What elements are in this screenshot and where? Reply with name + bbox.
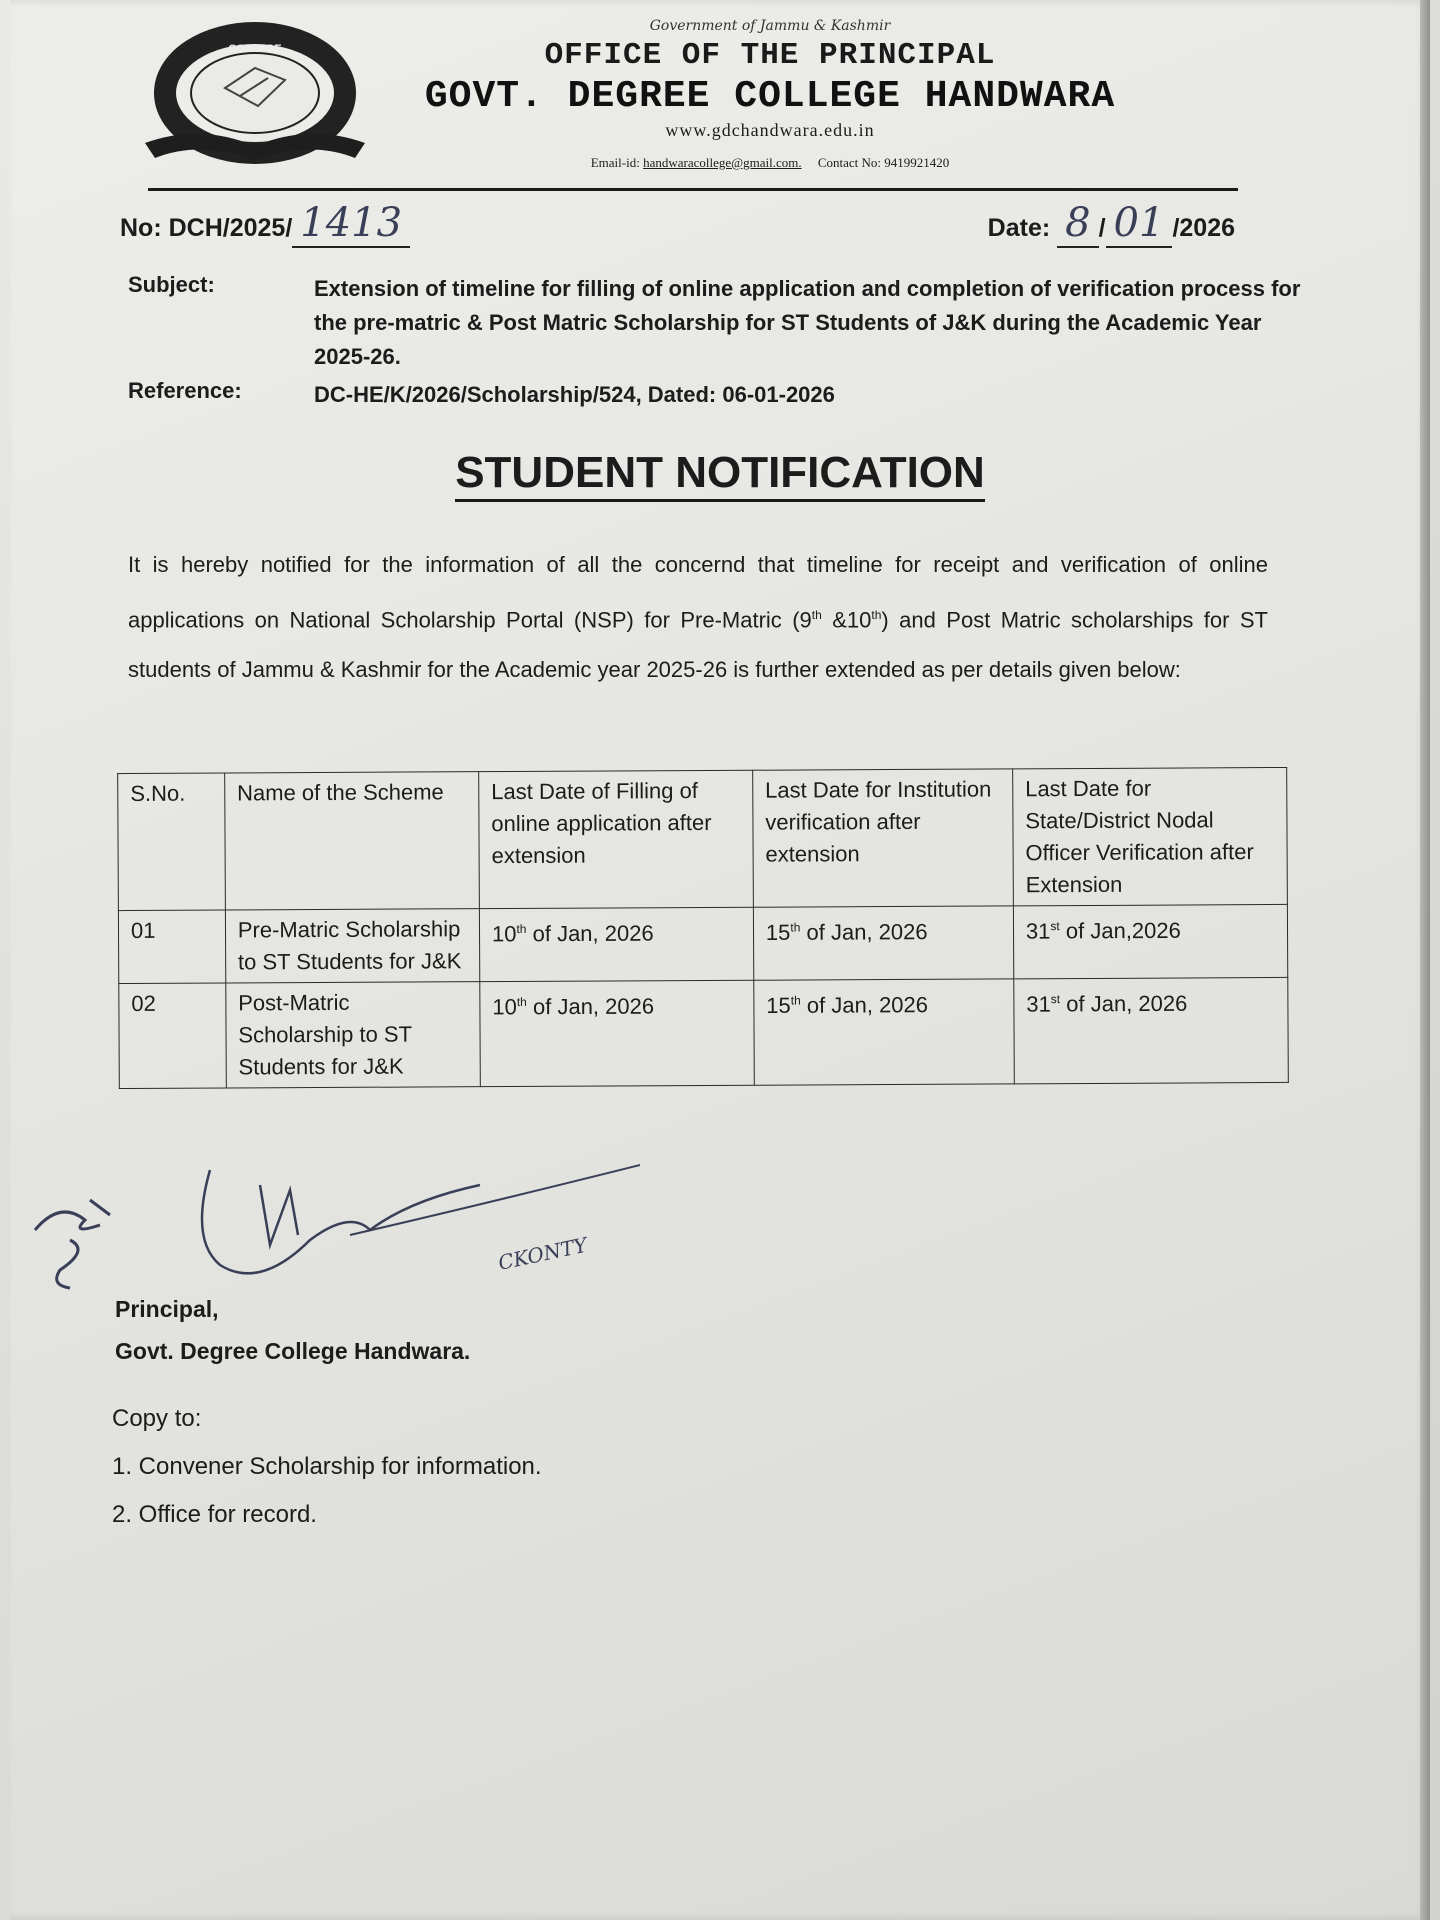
date-rest: of Jan,2026 — [1059, 917, 1181, 944]
column-header: Last Date for Institution verification after extension — [753, 769, 1014, 907]
date-month: 01 — [1106, 200, 1173, 248]
body-sup-2: th — [871, 608, 882, 622]
signoff-college: Govt. Degree College Handwara. — [115, 1338, 471, 1364]
copy-to-label: Copy to: — [112, 1405, 202, 1432]
handwritten-signatures — [30, 1140, 670, 1290]
contact-number: 9419921420 — [884, 155, 950, 170]
date-rest: of Jan, 2026 — [1060, 990, 1188, 1017]
contact-label: Contact No: — [817, 155, 882, 170]
schedule-table — [117, 767, 1289, 1089]
notification-title-text: STUDENT NOTIFICATION — [455, 448, 985, 502]
copy-to-block — [112, 1395, 542, 1539]
nodal-date-cell — [1014, 977, 1289, 1083]
body-part-3: ) and Post Matric scholarships for ST students of Jammu & Kashmir for the Academic year 2025-26 is further extended as per details given below: — [128, 607, 1268, 683]
subject-label: Subject: — [128, 272, 215, 297]
date-day: 15 — [765, 919, 791, 945]
reference-label: Reference: — [128, 378, 242, 403]
website-text: www.gdchandwara.edu.in — [665, 120, 875, 140]
list-item: 2. Office for record. — [112, 1501, 317, 1528]
body-sup-1: th — [811, 608, 822, 622]
email-link[interactable]: handwaracollege@gmail.com. — [643, 155, 802, 170]
table-row — [118, 904, 1287, 983]
table-row — [119, 977, 1289, 1088]
institution-date-cell — [753, 906, 1013, 980]
government-line: Government of Jammu & Kashmir — [649, 18, 891, 34]
column-header: Last Date for State/District Nodal Officer Verification after Extension — [1013, 767, 1288, 905]
application-date-cell — [479, 907, 753, 981]
date-day: 15 — [766, 992, 791, 1018]
body-part-1: It is hereby notified for the information of all the concernd that timeline for receipt and verification of online applications on National Scholarship Portal (NSP) for Pre-Matric (9 — [128, 552, 1268, 633]
header-divider — [148, 188, 1238, 191]
date-rest: of Jan, 2026 — [526, 993, 655, 1020]
email-label: Email-id: — [590, 155, 640, 170]
issue-date — [988, 200, 1235, 248]
contact-line — [380, 155, 1160, 171]
reference-number — [120, 200, 410, 248]
sno-cell: 01 — [118, 910, 225, 984]
office-title: OFFICE OF THE PRINCIPAL — [544, 38, 996, 73]
date-suffix: th — [516, 921, 527, 936]
column-header: Name of the Scheme — [224, 772, 479, 910]
reference-text: DC-HE/K/2026/Scholarship/524, Dated: 06-01-2026 — [314, 382, 835, 407]
date-separator: / — [1098, 214, 1106, 242]
institution-date-cell — [754, 979, 1015, 1085]
list-item: 1. Convener Scholarship for information. — [112, 1453, 542, 1480]
signoff-title: Principal, — [115, 1296, 219, 1322]
signoff-block — [115, 1288, 470, 1372]
date-day: 10 — [492, 994, 517, 1020]
date-day: 31 — [1026, 991, 1051, 1017]
subject-text: Extension of timeline for filling of online application and completion of verification process for the pre-matric & Post Matric Scholarship for ST Students of J&K during the Academic Year 2025-26. — [314, 276, 1301, 369]
column-header: S.No. — [118, 773, 226, 911]
ref-number-label: No: DCH/2025/ — [120, 214, 293, 242]
svg-text:COLLEGE: COLLEGE — [228, 43, 282, 55]
college-name: GOVT. DEGREE COLLEGE HANDWARA — [424, 75, 1116, 118]
college-logo — [140, 18, 370, 168]
notification-title — [0, 448, 1440, 498]
date-day: 10 — [491, 921, 517, 947]
date-day: 8 — [1057, 200, 1098, 248]
date-suffix: th — [790, 993, 801, 1008]
date-suffix: st — [1050, 919, 1060, 934]
date-year: /2026 — [1172, 214, 1235, 242]
signature-annotation: CKONTY — [496, 1232, 590, 1275]
scheme-cell: Pre-Matric Scholarship to ST Students for J&K — [225, 909, 480, 983]
date-rest: of Jan, 2026 — [800, 992, 929, 1018]
table-header-row — [118, 767, 1288, 910]
date-suffix: th — [790, 920, 801, 935]
date-suffix: st — [1050, 992, 1061, 1007]
date-rest: of Jan, 2026 — [800, 919, 928, 945]
date-suffix: th — [516, 994, 527, 1009]
date-label: Date: — [987, 214, 1051, 242]
application-date-cell — [480, 980, 754, 1086]
date-day: 31 — [1025, 918, 1051, 944]
scheme-cell: Post-Matric Scholarship to ST Students for J&K — [226, 982, 481, 1088]
page-edge-shadow — [1420, 0, 1430, 1920]
body-part-2: &10 — [821, 607, 872, 633]
sno-cell: 02 — [119, 983, 226, 1089]
date-rest: of Jan, 2026 — [526, 920, 654, 947]
notification-body — [128, 540, 1268, 695]
ref-number-handwritten: 1413 — [292, 200, 410, 248]
letterhead — [380, 18, 1160, 171]
nodal-date-cell — [1013, 904, 1287, 978]
column-header: Last Date of Filling of online application after extension — [479, 770, 754, 908]
